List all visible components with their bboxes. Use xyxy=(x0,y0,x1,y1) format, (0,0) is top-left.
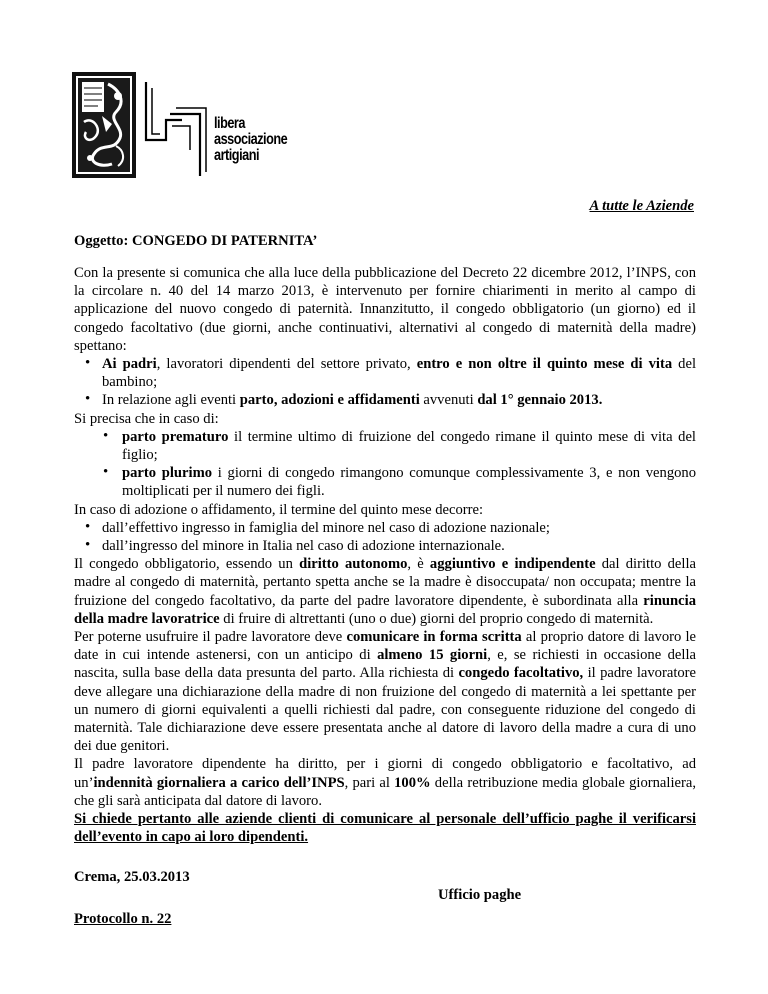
text: il padre lavoratore deve allegare una dichiarazione della madre di non fruizione del congedo di maternità a lei spettante per un numero di giorni equivalenti a quelli richiesti dal padre, con conseguente riduzione del congedo di maternità. Tale dichiarazione deve essere presentata anche al datore di lavoro della madre a cura di uno dei due genitori. xyxy=(74,665,697,755)
bold-text: entro e non oltre il quinto mese di vita xyxy=(416,356,673,373)
list-item xyxy=(74,355,696,391)
text: In relazione agli eventi xyxy=(102,392,240,409)
logo-line-2: associazione xyxy=(214,131,288,148)
logo-wordmark xyxy=(214,116,287,164)
paragraph-procedure xyxy=(74,628,696,755)
text: della retribuzione media globale giornaliera, che gli sarà anticipata dal datore di lavoro. xyxy=(74,774,696,809)
text: al proprio datore di lavoro le date in cui intende astenersi, con un anticipo di xyxy=(74,629,697,664)
bullet-icon: • xyxy=(85,355,91,372)
text: di fruire di altrettanti (uno o due) giorni del proprio congedo di maternità. xyxy=(219,610,654,627)
bullet-icon: • xyxy=(85,391,91,408)
list-item xyxy=(74,391,696,409)
addressee: A tutte le Aziende xyxy=(589,198,694,214)
bullet-icon: • xyxy=(103,464,109,481)
adoption-intro: In caso di adozione o affidamento, il termine del quinto mese decorre: xyxy=(74,501,484,518)
text: Per poterne usufruire il padre lavoratore deve xyxy=(74,629,347,646)
bold-text: rinuncia della madre lavoratrice xyxy=(74,592,696,627)
list-item xyxy=(74,519,696,537)
text: Il padre lavoratore dipendente ha diritto, per i giorni di congedo obbligatorio e facoltativo, ad un’ xyxy=(74,756,696,791)
text: del bambino; xyxy=(102,356,697,391)
logo-illustration-icon xyxy=(72,72,136,178)
protocol-number: Protocollo n. 22 xyxy=(74,911,172,927)
bold-text: congedo facoltativo, xyxy=(458,665,584,682)
bold-text: parto plurimo xyxy=(122,465,213,482)
bullet-icon: • xyxy=(85,537,91,554)
paragraph-rights xyxy=(74,555,696,628)
signature-office: Ufficio paghe xyxy=(438,887,522,903)
bold-text: Ai padri xyxy=(102,356,157,373)
text: , e, se richiesti in occasione della nascita, sulla base della data presunta del parto. Alla richiesta di xyxy=(74,647,696,682)
letter-body xyxy=(74,264,696,847)
text: Il congedo obbligatorio, essendo un xyxy=(74,556,300,573)
text: dall’effettivo ingresso in famiglia del minore nel caso di adozione nazionale; xyxy=(102,519,550,536)
logo-line-3: artigiani xyxy=(214,147,260,164)
list-item xyxy=(74,428,696,464)
bold-text: almeno 15 giorni xyxy=(377,647,488,664)
list-item xyxy=(74,537,696,555)
text: i giorni di congedo rimangono comunque complessivamente 3, e non vengono moltiplicati per il numero dei figli. xyxy=(122,465,697,500)
bold-text: parto prematuro xyxy=(122,428,229,445)
intro-paragraph: Con la presente si comunica che alla luce della pubblicazione del Decreto 22 dicembre 2012, l’INPS, con la circolare n. 40 del 14 marzo 2013, è intervenuto per fornire chiarimenti in merito al campo di applicazione del nuovo congedo di paternità. Innanzitutto, il congedo obbligatorio (un giorno) ed il congedo facoltativo (due giorni, anche continuativi, alternativi al congedo di maternità della madre) spettano: xyxy=(74,265,696,354)
text: , lavoratori dipendenti del settore privato, xyxy=(156,356,417,373)
text: avvenuti xyxy=(419,392,478,409)
bold-text: parto, adozioni e affidamenti xyxy=(239,392,420,409)
logo-line-1: libera xyxy=(214,115,245,132)
text: dal diritto della madre al congedo di maternità, pertanto spetta anche se la madre è disoccupata/ non occupata; mentre la fruizione del congedo facoltativo, da parte del padre lavoratore dipendente, è subordinata alla xyxy=(74,556,696,609)
text: , pari al xyxy=(344,774,395,791)
bold-text: 100% xyxy=(394,774,431,791)
logo-mark-icon xyxy=(142,80,220,178)
request-paragraph: Si chiede pertanto alle aziende clienti di comunicare al personale dell’ufficio paghe il verificarsi dell’evento in capo ai loro dipendenti. xyxy=(74,811,696,846)
letter-date: Crema, 25.03.2013 xyxy=(74,869,190,885)
bullet-icon: • xyxy=(85,518,91,535)
text: il termine ultimo di fruizione del congedo rimane il quinto mese di vita del figlio; xyxy=(122,428,696,464)
bullet-icon: • xyxy=(103,427,109,444)
association-logo xyxy=(72,72,302,182)
subject-line: Oggetto: CONGEDO DI PATERNITA’ xyxy=(74,233,318,249)
bold-text: aggiuntivo e indipendente xyxy=(429,556,596,573)
list-item xyxy=(74,464,696,500)
bold-text: indennità giornaliera a carico dell’INPS xyxy=(93,774,345,791)
case-intro: Si precisa che in caso di: xyxy=(74,410,219,427)
text: dall’ingresso del minore in Italia nel caso di adozione internazionale. xyxy=(102,538,505,555)
bold-text: diritto autonomo xyxy=(299,556,408,573)
text: , è xyxy=(407,556,430,573)
bold-text: dal 1° gennaio 2013. xyxy=(477,392,603,409)
bold-text: comunicare in forma scritta xyxy=(346,629,522,646)
paragraph-allowance xyxy=(74,755,696,810)
